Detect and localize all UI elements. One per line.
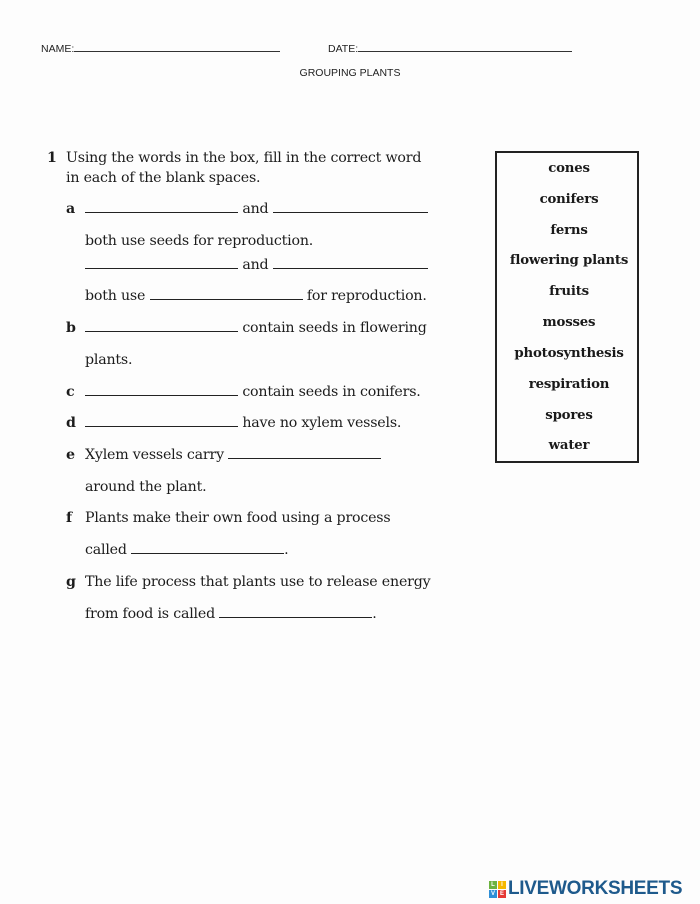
word-box [495,151,639,463]
item-e-line-1: Xylem vessels carry [85,447,381,463]
item-b-line-2: plants. [85,352,133,368]
item-d-label: d [66,415,76,431]
item-e-line-2: around the plant. [85,479,207,495]
liveworksheets-logo[interactable] [489,879,682,899]
item-g-label: g [66,574,76,590]
item-a-line-4: both use for reproduction. [85,288,427,304]
blank-c[interactable] [85,394,238,396]
blank-g[interactable] [219,616,372,618]
logo-letter-l: L [489,881,497,889]
question-number: 1 [47,150,57,166]
date-blank[interactable] [358,50,572,52]
item-d-line-1: have no xylem vessels. [85,415,401,431]
blank-a4[interactable] [273,267,428,269]
item-g-line-2: from food is called . [85,606,377,622]
blank-a1[interactable] [85,211,238,213]
page-title: GROUPING PLANTS [299,67,401,79]
word-water: water [548,438,590,453]
item-e-label: e [66,447,75,463]
item-c-line-1: contain seeds in conifers. [85,384,421,400]
item-a-label: a [66,201,75,217]
word-spores: spores [545,408,593,423]
word-conifers: conifers [539,192,599,207]
blank-d[interactable] [85,425,238,427]
item-f-line-1: Plants make their own food using a process [85,510,391,526]
word-respiration: respiration [528,377,610,392]
logo-text: LIVEWORKSHEETS [508,878,683,899]
word-fruits: fruits [549,284,589,299]
date-field[interactable] [328,43,572,55]
word-photosynthesis: photosynthesis [514,346,624,361]
instruction-line-2: in each of the blank spaces. [66,170,261,186]
word-cones: cones [548,161,590,176]
date-label: DATE: [328,43,359,55]
item-b-label: b [66,320,76,336]
logo-letter-e: E [499,890,504,897]
blank-b[interactable] [85,330,238,332]
name-blank[interactable] [74,50,280,52]
logo-letter-v: V [490,890,495,897]
instruction-line-1: Using the words in the box, fill in the correct word [66,150,422,166]
word-flowering-plants: flowering plants [509,253,629,268]
item-a-line-3: and [85,257,428,273]
item-f-line-2: called . [85,542,289,558]
blank-a3[interactable] [85,267,238,269]
item-f-label: f [66,510,72,526]
blank-f[interactable] [131,552,284,554]
item-a-line-2: both use seeds for reproduction. [85,233,314,249]
word-ferns: ferns [550,223,588,238]
blank-e[interactable] [228,457,381,459]
item-b-line-1: contain seeds in flowering [85,320,427,336]
logo-grid-icon [489,881,506,898]
blank-a2[interactable] [273,211,428,213]
name-field[interactable] [41,43,280,55]
item-g-line-1: The life process that plants use to release energy [85,574,431,590]
logo-letter-i: I [498,881,506,889]
name-label: NAME: [41,43,75,55]
blank-a5[interactable] [150,298,303,300]
item-a-line-1: and [85,201,428,217]
word-mosses: mosses [542,315,596,330]
item-c-label: c [66,384,75,400]
